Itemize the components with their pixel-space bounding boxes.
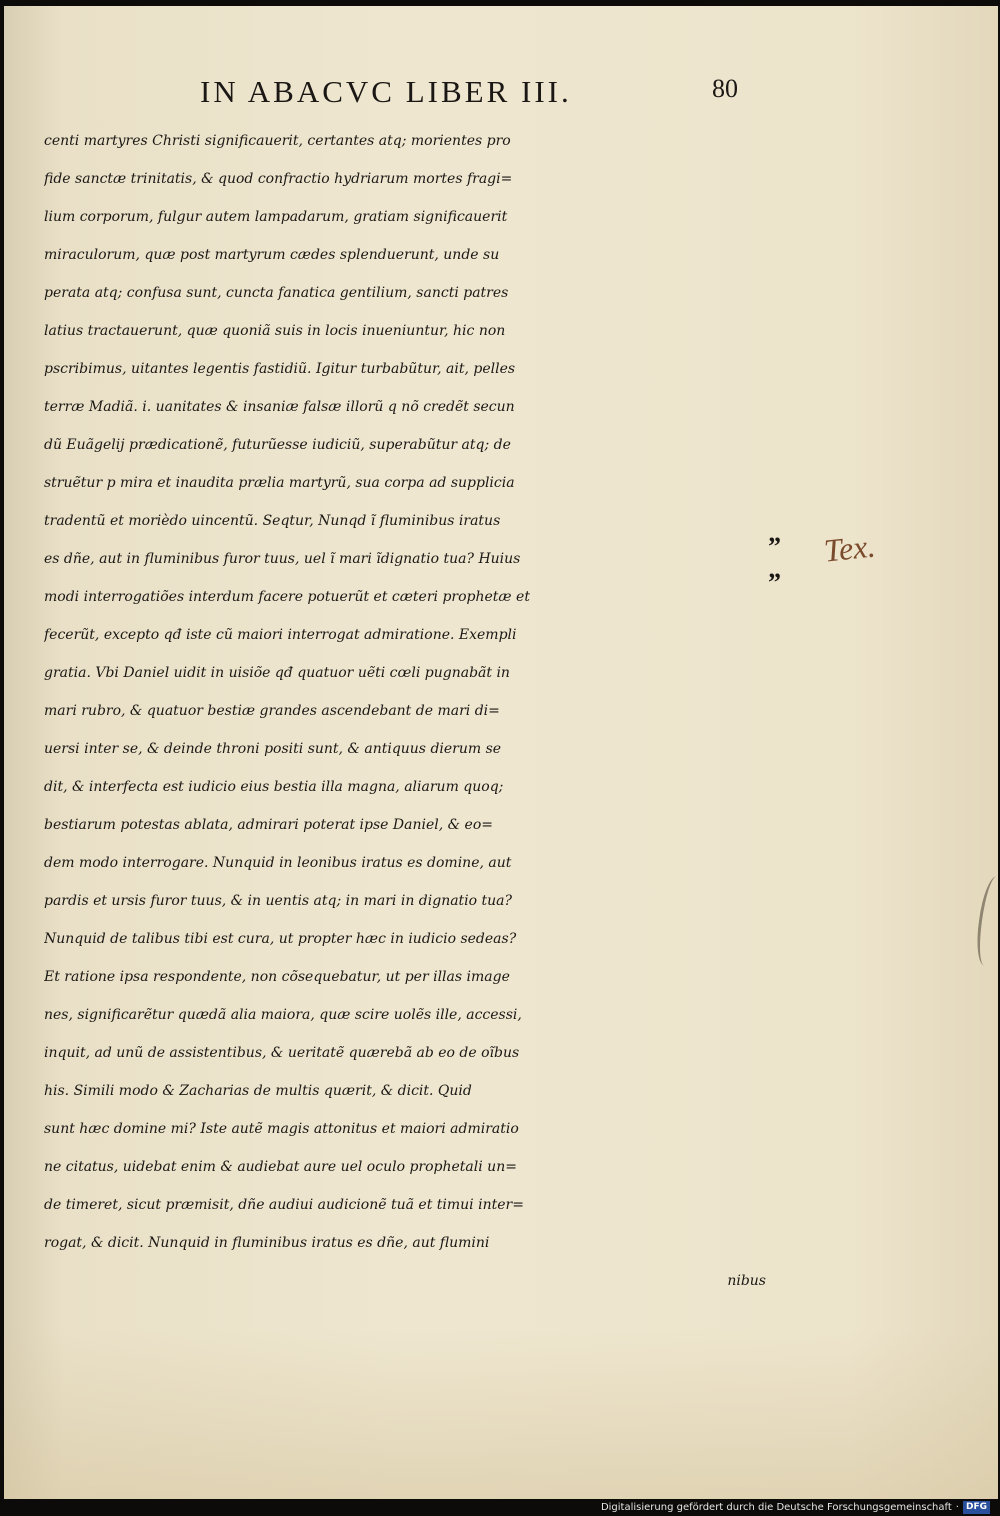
- text-line: pardis et ursis furor tuus, & in uentis atq; in mari in dignatio tua?: [44, 893, 513, 909]
- text-line: fecerũt, excepto qđ iste cũ maiori interrogat admiratione. Exempli: [44, 627, 517, 643]
- text-line: bestiarum potestas ablata, admirari poterat ipse Daniel, & eo=: [44, 817, 493, 833]
- book-page: [4, 6, 998, 1499]
- text-line: nes, significarẽtur quædã alia maiora, quæ scire uolẽs ille, accessi,: [44, 1007, 522, 1023]
- text-line: fide sanctæ trinitatis, & quod confractio hydriarum mortes fragi=: [44, 171, 513, 187]
- text-line: nibus: [727, 1273, 766, 1289]
- text-line: perata atq; confusa sunt, cuncta fanatica gentilium, sancti patres: [44, 285, 509, 301]
- text-line: modi interrogatiões interdum facere potuerũt et cæteri prophetæ et: [44, 589, 530, 605]
- text-line: miraculorum, quæ post martyrum cædes splenduerunt, unde su: [44, 247, 500, 263]
- text-line: struẽtur p mira et inaudita prælia martyrũ, sua corpa ad supplicia: [44, 475, 515, 491]
- text-line: es dñe, aut in fluminibus furor tuus, uel ĩ mari ĩdignatio tua? Huius: [44, 551, 521, 567]
- text-line: ne citatus, uidebat enim & audiebat aure uel oculo prophetali un=: [44, 1159, 517, 1175]
- text-line: rogat, & dicit. Nunquid in fluminibus iratus es dñe, aut flumini: [44, 1235, 490, 1251]
- text-line: Nunquid de talibus tibi est cura, ut propter hæc in iudicio sedeas?: [44, 931, 517, 947]
- page-header: [182, 74, 762, 114]
- text-line: uersi inter se, & deinde throni positi sunt, & antiquus dierum se: [44, 741, 502, 757]
- separator-dot: ·: [955, 1502, 959, 1513]
- text-line: inquit, ad unũ de assistentibus, & ueritatẽ quærebã ab eo de oĩbus: [44, 1045, 520, 1061]
- text-line: dem modo interrogare. Nunquid in leonibus iratus es domine, aut: [44, 855, 512, 871]
- margin-quote-mark: ”: [768, 532, 781, 561]
- ink-bleed-mark: [973, 875, 998, 967]
- text-line: centi martyres Christi significauerit, certantes atq; morientes pro: [44, 133, 511, 149]
- text-line: his. Simili modo & Zacharias de multis quærit, & dicit. Quid: [44, 1083, 472, 1099]
- dfg-logo: DFG: [963, 1501, 990, 1514]
- text-line: gratia. Vbi Daniel uidit in uisiõe qđ quatuor uẽti cœli pugnabãt in: [44, 665, 510, 681]
- handwritten-annotation: Tex.: [822, 527, 877, 569]
- text-line: pscribimus, uitantes legentis fastidiũ. Igitur turbabũtur, ait, pelles: [44, 361, 516, 377]
- text-line: tradentũ et morièdo uincentũ. Seqtur, Nunqd ĩ fluminibus iratus: [44, 513, 501, 529]
- body-text: [44, 122, 774, 1300]
- text-line: de timeret, sicut præmisit, dñe audiui audicionẽ tuã et timui inter=: [44, 1197, 524, 1213]
- running-title: IN ABACVC LIBER III.: [200, 74, 572, 109]
- text-line: mari rubro, & quatuor bestiæ grandes ascendebant de mari di=: [44, 703, 500, 719]
- sponsor-text: Digitalisierung gefördert durch die Deutsche Forschungsgemeinschaft: [600, 1502, 952, 1513]
- sponsor-footer: [601, 1500, 990, 1515]
- text-line: terræ Madiã. i. uanitates & insaniæ falsæ illorũ q nõ credẽt secun: [44, 399, 515, 415]
- text-line: sunt hæc domine mi? Iste autẽ magis attonitus et maiori admiratio: [44, 1121, 519, 1137]
- text-line: lium corporum, fulgur autem lampadarum, gratiam significauerit: [44, 209, 508, 225]
- text-line: Et ratione ipsa respondente, non cõsequebatur, ut per illas image: [44, 969, 510, 985]
- margin-quote-mark: ”: [768, 568, 781, 597]
- text-line: latius tractauerunt, quæ quoniã suis in locis inueniuntur, hic non: [44, 323, 506, 339]
- text-line: dit, & interfecta est iudicio eius bestia illa magna, aliarum quoq;: [44, 779, 504, 795]
- text-line: dũ Euãgelij prædicationẽ, futurũesse iudiciũ, superabũtur atq; de: [44, 437, 511, 453]
- folio-number: 80: [712, 74, 738, 103]
